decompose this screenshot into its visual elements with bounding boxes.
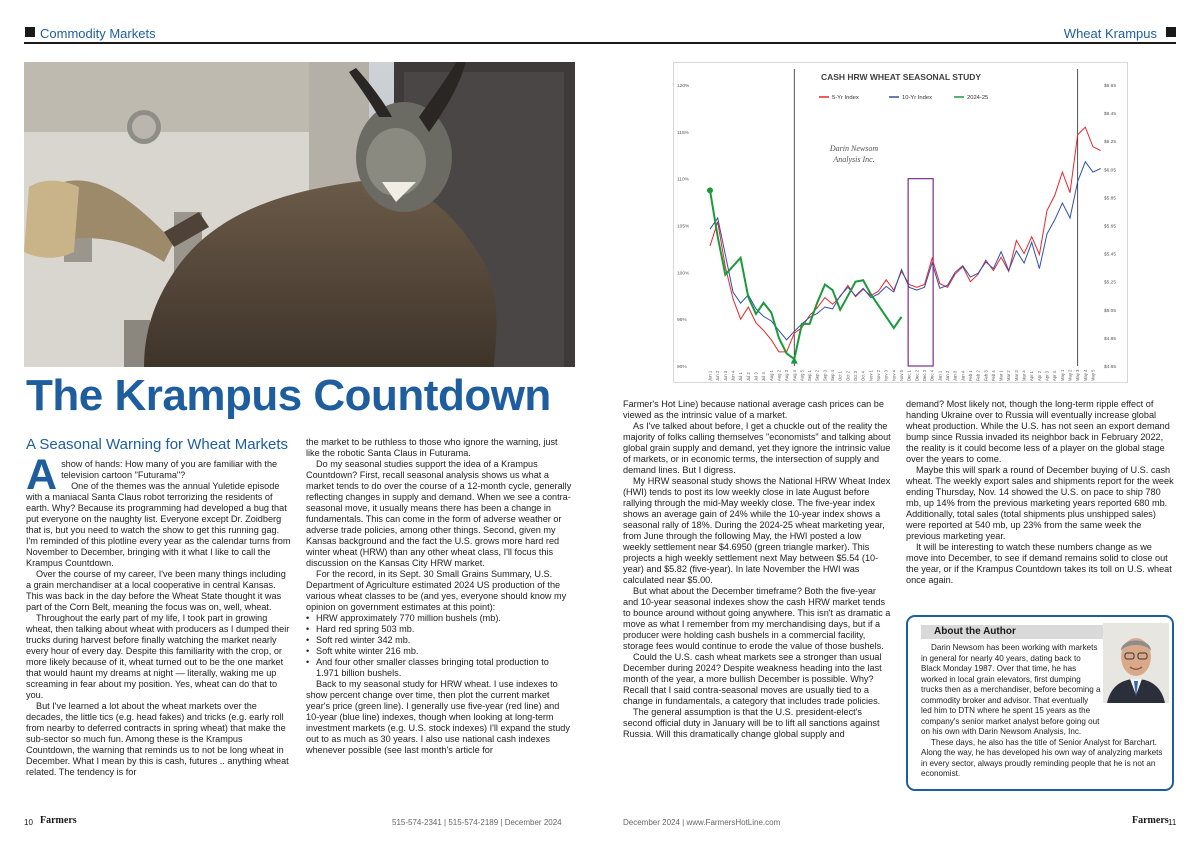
- chart-series: [707, 127, 1101, 363]
- y-tick-left: 115%: [677, 130, 689, 136]
- article-column-1: [26, 451, 291, 778]
- x-tick-label: May 5: [1090, 369, 1096, 381]
- y-tick-left: 105%: [677, 224, 690, 230]
- x-tick-label: Mar 3: [1013, 370, 1019, 381]
- page-number-left: 10: [24, 818, 33, 827]
- list-item: • Soft red winter 342 mb.: [306, 635, 573, 646]
- paragraph: the market to be ruthless to those who ignore the warning, just like the robotic Santa Claus in Futurama.: [306, 437, 558, 458]
- y-tick-right: $5.05: [1104, 308, 1117, 314]
- seasonal-chart-svg: [674, 63, 1129, 384]
- x-tick-label: Mar 2: [1006, 370, 1012, 381]
- current-year-line: [710, 190, 902, 359]
- paragraph: For the record, in its Sept. 30 Small Grains Summary, U.S. Department of Agriculture estimated 2024 US production of the various wheat classes to be (and yes, everyone should know my opinion on government estimates at this point):: [306, 569, 567, 612]
- paragraph: As I've talked about before, I get a chuckle out of the reality the majority of folks calling themselves "economists" and talking about global grain supply and demand, yet they ignore the intrinsic value of markets, or in economic terms, the intersection of supply and demand lines. But I digress.: [623, 421, 891, 475]
- y-tick-right: $6.45: [1104, 112, 1117, 118]
- x-tick-label: Sep 2: [814, 370, 820, 381]
- paragraph: But I've learned a lot about the wheat markets over the decades, the little tics (e.g. head fakes) and tricks (e.g. early roll from nearby to deferred contracts in spring wheat) that make the sub-sector so much fun. Among these is the Krampus Countdown, the warning that reminds us to not be long wheat in December. What I mean by this is cash, futures .. anything wheat related. The tendency is for: [26, 701, 289, 777]
- x-tick-label: May 2: [1067, 369, 1073, 381]
- paragraph: These days, he also has the title of Senior Analyst for Barchart. Along the way, he has developed his own way of analyzing markets in every sector, always proudly reminding people that he is not an economist.: [921, 737, 1163, 778]
- y-tick-right: $5.25: [1104, 280, 1117, 286]
- x-tick-label: Dec 4: [929, 370, 935, 381]
- x-tick-label: Jun 2: [715, 370, 721, 381]
- page-number-right: 11: [1168, 818, 1177, 827]
- x-tick-label: Sep 1: [807, 370, 813, 381]
- y-tick-right: $5.65: [1104, 224, 1117, 230]
- author-box: [906, 615, 1174, 791]
- section-label-left: Commodity Markets: [40, 26, 156, 41]
- list-item: • And four other smaller classes bringing total production to 1.971 billion bushels.: [306, 657, 573, 679]
- y-tick-right: $4.85: [1104, 336, 1117, 342]
- x-tick-label: Sep 4: [830, 370, 836, 381]
- list-item: • Soft white winter 216 mb.: [306, 646, 573, 657]
- x-tick-label: Jul 4: [761, 372, 767, 381]
- x-tick-label: Jan 4: [960, 370, 966, 381]
- section-label-right: Wheat Krampus: [1063, 26, 1157, 41]
- y-tick-right: $6.05: [1104, 168, 1117, 174]
- x-tick-label: Oct 4: [860, 370, 866, 381]
- x-tick-label: Aug 1: [768, 370, 774, 381]
- header-rule-right: [600, 42, 1176, 44]
- x-tick-label: Jun 1: [707, 370, 713, 381]
- paragraph: One of the themes was the annual Yuletide episode with a maniacal Santa Claus robot terrorizing the residents of earth. Why? Because its programming had developed a bug that put everyone on the naughty list. Everyone except Dr. Zoidberg that is, but you need to watch the show to get this running gag. I'm reminded of this plotline every year as the calendar turns from November to December, bringing with it what I like to call the Krampus Countdown.: [26, 481, 291, 568]
- production-list: [306, 613, 573, 679]
- x-tick-label: Mar 1: [998, 370, 1004, 381]
- drop-cap: A: [26, 451, 58, 499]
- chart-watermark-line1: Darin Newsom: [829, 144, 879, 153]
- section-marker-right: [1166, 27, 1176, 37]
- y-tick-left: 120%: [677, 84, 690, 89]
- footer-contact-right: December 2024 | www.FarmersHotLine.com: [623, 818, 781, 827]
- x-tick-label: May 4: [1082, 369, 1088, 381]
- y-tick-right: $6.65: [1104, 84, 1117, 89]
- x-tick-label: Apr 2: [1036, 370, 1042, 381]
- x-tick-label: May 1: [1059, 369, 1065, 381]
- legend-label: 2024-25: [967, 95, 989, 101]
- y-tick-right: $4.65: [1104, 365, 1117, 370]
- x-tick-label: Oct 2: [845, 370, 851, 381]
- article-title: The Krampus Countdown: [26, 371, 551, 420]
- paragraph: Darin Newsom has been working with markets in general for nearly 40 years, dating back to Black Monday 1987. Over that time, he has worked in local grain elevators, first dumping trucks then as a merchandiser, before becoming a commodity broker and advisor. That eventually led him to DTN where he spent 15 years as the company's senior market analyst before going out on his own with Darin Newsom Analysis, Inc.: [921, 643, 1101, 736]
- x-tick-label: Aug 2: [776, 370, 782, 381]
- paragraph: Farmer's Hot Line) because national average cash prices can be viewed as the intrinsic value of a market.: [623, 399, 884, 420]
- x-tick-label: Jan 1: [937, 370, 943, 381]
- seasonal-chart: [673, 62, 1128, 383]
- header-rule-left: [24, 42, 600, 44]
- paragraph: Maybe this will spark a round of December buying of U.S. cash wheat. The weekly export sales and shipments report for the week ending Thursday, Nov. 14 showed the U.S. on pace to ship 780 mb, up 14% from the previous marketing years reported 680 mb. Additionally, total sales (total shipments plus unshipped sales) were reported at 540 mb, up 23% from the same week the previous marketing year.: [906, 465, 1174, 541]
- x-tick-label: Apr 3: [1044, 370, 1050, 381]
- paragraph: Over the course of my career, I've been many things including a grain merchandiser at a local cooperative in central Kansas. This was back in the day before the Wheat State thought it was part of the Corn Belt, meaning the focus was on, well, wheat.: [26, 569, 286, 612]
- y-tick-right: $5.85: [1104, 196, 1117, 202]
- y-tick-left: 95%: [677, 318, 687, 324]
- x-tick-label: Jan 3: [952, 370, 958, 381]
- x-tick-label: Nov 4: [891, 370, 897, 381]
- x-tick-label: Feb 1: [967, 370, 973, 381]
- chart-legend: [819, 95, 988, 101]
- y-tick-left: 100%: [677, 271, 690, 277]
- paragraph: But what about the December timeframe? Both the five-year and 10-year seasonal indexes show the cash HRW market tends to bounce around without going anywhere. This isn't as dramatic a move as what I remember from my merchandising days, but if a producer were holding cash bushels in a commercial facility, storage fees would continue to erode the value of those bushels.: [623, 586, 891, 651]
- x-tick-label: Jul 1: [738, 372, 744, 381]
- legend-label: 10-Yr Index: [902, 95, 932, 101]
- krampus-photo: [24, 62, 575, 367]
- x-tick-label: Nov 5: [899, 370, 904, 381]
- footer-contact-left: 515-574-2341 | 515-574-2189 | December 2024: [392, 818, 562, 827]
- x-tick-label: Jan 2: [944, 370, 950, 381]
- x-tick-label: Jun 4: [730, 370, 736, 381]
- paragraph: demand? Most likely not, though the long-term ripple effect of handing Ukraine over to Russia will eventually increase global wheat production. While the U.S. has not seen an export demand bump since Russia invaded its neighbor back in February 2022, the reality is it could become less of a player on the global stage over the years to come.: [906, 399, 1170, 464]
- x-tick-label: Apr 1: [1029, 370, 1035, 381]
- chart-watermark-line2: Analysis Inc.: [833, 155, 875, 164]
- legend-label: 5-Yr Index: [832, 95, 859, 101]
- paragraph: It will be interesting to watch these numbers change as we move into December, to see if demand remains solid to close out the year, or if the Krampus Countdown takes its toll on U.S. wheat once again.: [906, 542, 1172, 585]
- x-tick-label: Mar 4: [1021, 370, 1027, 381]
- current-start-marker: [707, 187, 713, 193]
- paragraph: My HRW seasonal study shows the National HRW Wheat Index (HWI) tends to post its low weekly close in late August before rallying through the mid-May weekly close. The five-year index shows an average gain of 24% while the 10-year index shows a seasonal rally of 18%. During the 2024-25 wheat marketing year, from June through the following May, the HWI posted a low weekly settlement near $4.6950 (green triangle marker). This projects a high weekly settlement next May between $5.54 (10-year) and $5.82 (five-year). In late November the HWI was calculated near $5.00.: [623, 476, 891, 585]
- section-marker-left: [25, 27, 35, 37]
- five-year-line: [710, 127, 1101, 352]
- x-tick-label: Aug 5: [799, 370, 805, 381]
- x-tick-label: Dec 3: [921, 370, 927, 381]
- paragraph: The general assumption is that the U.S. president-elect's second official duty in January will be to lift all sanctions against Russia. Will this dramatically change global supply and: [623, 707, 880, 739]
- article-column-3: [623, 399, 891, 740]
- x-tick-label: Nov 3: [883, 370, 889, 381]
- x-tick-label: Feb 3: [983, 370, 989, 381]
- y-tick-left: 110%: [677, 177, 689, 183]
- paragraph: Throughout the early part of my life, I took part in growing wheat, then talking about wheat with producers as I dumped their trucks during harvest before finally watching the market nearly every hour of every day. Despite this familiarity with the crop, or more likely because of it, wheat turned out to be the one market that would haunt my dreams at night — literally, waking me up screaming in fear about my position. Yes, wheat can do that to you.: [26, 613, 290, 700]
- x-tick-label: Dec 1: [906, 370, 912, 381]
- x-tick-label: Jun 3: [722, 370, 728, 381]
- list-item: • Hard red spring 503 mb.: [306, 624, 573, 635]
- paragraph: Back to my seasonal study for HRW wheat. I use indexes to show percent change over time, then plot the current market year's price (green line). I generally use five-year (red line) and 10-year (blue line) indexes, though when looking at long-term investment markets (e.g. U.S. stock indexes) I'll expand the study out to as much as 30 years. I also use national cash indexes whenever possible (see last month's article for: [306, 679, 570, 755]
- x-tick-label: Nov 1: [868, 370, 874, 381]
- x-tick-label: Apr 4: [1052, 370, 1058, 381]
- paragraph: Do my seasonal studies support the idea of a Krampus Countdown? First, recall seasonal analysis shows us what a market tends to do over the course of a 12-month cycle, generally reflecting changes in supply and demand. When we see a contra-seasonal move, it usually means there has been a change in fundamentals. This can come in the form of adverse weather or adverse trade policies, among other things. Second, given my Kansas background and the fact the U.S. grows more hard red winter wheat (HRW) than any other wheat class, I'll focus this discussion on the Kansas City HRW market.: [306, 459, 572, 568]
- y-tick-right: $5.45: [1104, 252, 1117, 258]
- y-tick-right: $6.25: [1104, 140, 1117, 146]
- y-tick-left: 90%: [677, 365, 687, 370]
- author-heading: About the Author: [921, 625, 1165, 639]
- x-tick-label: May 3: [1075, 369, 1081, 381]
- paragraph: Could the U.S. cash wheat markets see a stronger than usual December during 2024? Despite weakness heading into the last month of the year, a more bullish December is possible. Why? Recall that I said contra-seasonal moves are usually tied to a change in fundamentals, a category that includes trade policies.: [623, 652, 882, 706]
- x-tick-label: Aug 3: [784, 370, 790, 381]
- x-tick-label: Nov 2: [876, 370, 882, 381]
- x-tick-label: Aug 4: [791, 370, 797, 381]
- x-tick-label: Jul 2: [745, 372, 751, 381]
- author-bio: [921, 643, 1167, 780]
- x-tick-label: Oct 1: [837, 370, 843, 381]
- article-column-2: [306, 437, 573, 756]
- chart-title: CASH HRW WHEAT SEASONAL STUDY: [820, 72, 982, 82]
- x-tick-label: Sep 3: [822, 370, 828, 381]
- x-tick-label: Jul 3: [753, 372, 759, 381]
- article-subtitle: A Seasonal Warning for Wheat Markets: [26, 436, 289, 453]
- ten-year-line: [710, 162, 1101, 340]
- brand-logo-left: Farmers: [40, 815, 77, 826]
- paragraph: show of hands: How many of you are familiar with the television cartoon "Futurama"?: [61, 459, 278, 480]
- chart-x-axis: [708, 369, 1096, 381]
- x-tick-label: Oct 3: [853, 370, 859, 381]
- x-tick-label: Feb 2: [975, 370, 981, 381]
- list-item: • HRW approximately 770 million bushels (mb).: [306, 613, 573, 624]
- article-column-4: [906, 399, 1174, 586]
- x-tick-label: Dec 2: [914, 370, 920, 381]
- brand-logo-right: Farmers: [1132, 815, 1169, 826]
- x-tick-label: Feb 4: [990, 370, 996, 381]
